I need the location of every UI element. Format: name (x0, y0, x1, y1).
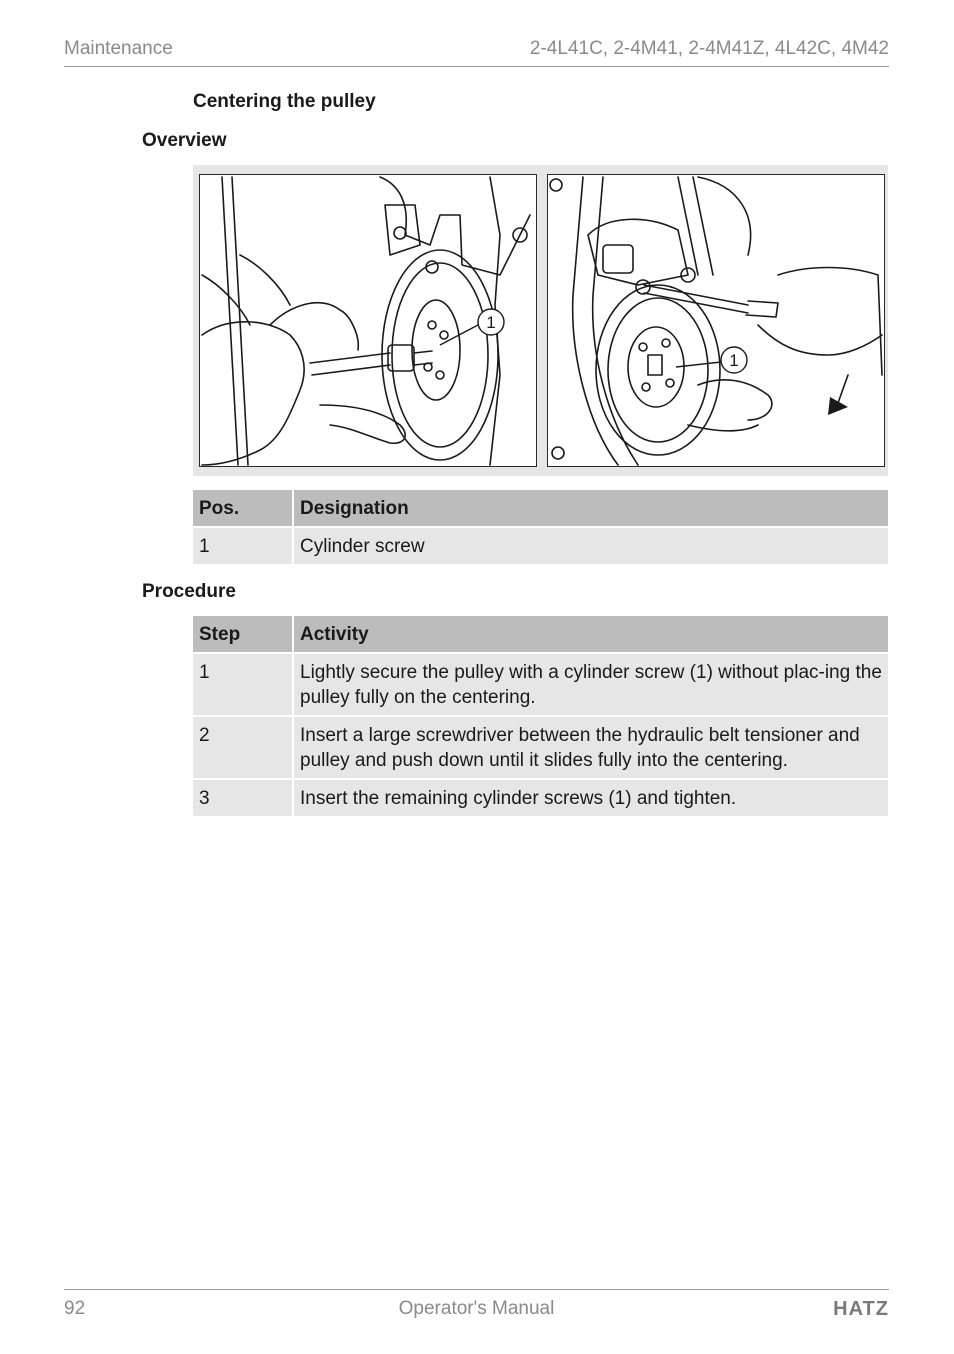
table-row (193, 654, 888, 717)
procedure-activity-cell: Insert a large screwdriver between the hydraulic belt tensioner and pulley and push down until it slides fully into the centering. (294, 717, 888, 780)
designation-pos-cell: 1 (193, 528, 294, 566)
designation-col-pos: Pos. (193, 490, 294, 528)
designation-table (193, 490, 888, 566)
page-number: 92 (64, 1298, 86, 1319)
figure-left-illustration (199, 174, 537, 467)
designation-header-row (193, 490, 888, 528)
left-drawing (200, 175, 536, 466)
overview-figure (193, 165, 888, 476)
page-header (64, 36, 889, 67)
page-footer (64, 1289, 889, 1320)
right-drawing (548, 175, 884, 466)
procedure-activity-cell: Lightly secure the pulley with a cylinder screw (1) without plac-ing the pulley fully on the centering. (294, 654, 888, 717)
procedure-activity-cell: Insert the remaining cylinder screws (1) and tighten. (294, 780, 888, 818)
procedure-col-step: Step (193, 616, 294, 654)
procedure-col-activity: Activity (294, 616, 888, 654)
table-row (193, 780, 888, 818)
brand-logo: HATZ (833, 1298, 889, 1320)
procedure-header-row (193, 616, 888, 654)
procedure-step-cell: 2 (193, 717, 294, 780)
designation-name-cell: Cylinder screw (294, 528, 888, 566)
table-row (193, 528, 888, 566)
topic-heading: Centering the pulley (193, 91, 376, 112)
right-callout-label: 1 (729, 351, 739, 370)
left-callout-label: 1 (486, 313, 496, 332)
procedure-step-cell: 3 (193, 780, 294, 818)
overview-heading: Overview (142, 130, 227, 151)
table-row (193, 717, 888, 780)
header-models: 2-4L41C, 2-4M41, 2-4M41Z, 4L42C, 4M42 (529, 38, 889, 59)
designation-col-designation: Designation (294, 490, 888, 528)
header-section: Maintenance (64, 38, 173, 59)
procedure-step-cell: 1 (193, 654, 294, 717)
procedure-table (193, 616, 888, 818)
procedure-heading: Procedure (142, 581, 236, 602)
figure-right-illustration (547, 174, 885, 467)
footer-manual-title: Operator's Manual (398, 1298, 555, 1319)
